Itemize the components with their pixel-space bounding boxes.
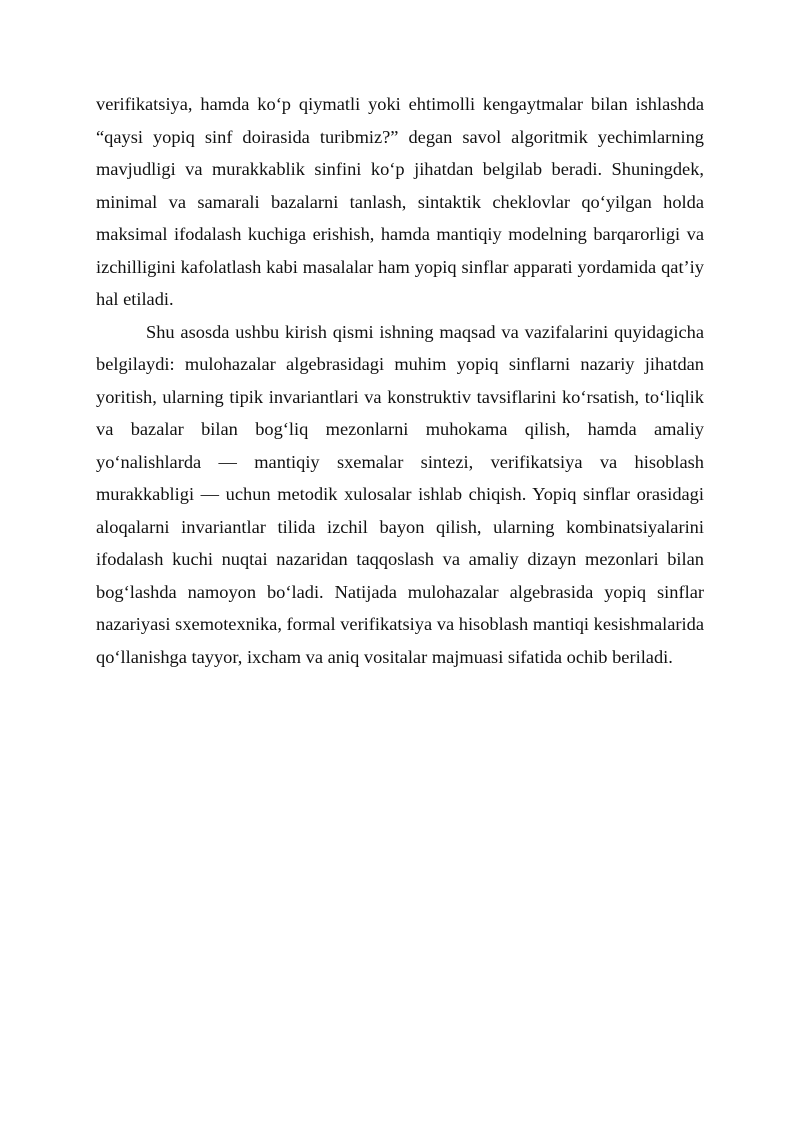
paragraph: Shu asosda ushbu kirish qismi ishning maqsad va vazifalarini quyidagicha belgilaydi: mulohazalar algebrasidagi muhim yopiq sinflarni nazariy jihatdan yoritish, ularning tipik invariantlari va konstruktiv tavsiflarini ko‘rsatish, to‘liqlik va bazalar bilan bog‘liq mezonlarni muhokama qilish, hamda amaliy yo‘nalishlarda — mantiqiy sxemalar sintezi, verifikatsiya va hisoblash murakkabligi — uchun metodik xulosalar ishlab chiqish. Yopiq sinflar orasidagi aloqalarni invariantlar tilida izchil bayon qilish, ularning kombinatsiyalarini ifodalash kuchi nuqtai nazaridan taqqoslash va amaliy dizayn mezonlari bilan bog‘lashda namoyon bo‘ladi. Natijada mulohazalar algebrasida yopiq sinflar nazariyasi sxemotexnika, formal verifikatsiya va hisoblash mantiqi kesishmalarida qo‘llanishga tayyor, ixcham va aniq vositalar majmuasi sifatida ochib beriladi.	[96, 321, 704, 667]
paragraph: verifikatsiya, hamda ko‘p qiymatli yoki ehtimolli kengaytmalar bilan ishlashda “qaysi yopiq sinf doirasida turibmiz?” degan savol algoritmik yechimlarning mavjudligi va murakkablik sinfini ko‘p jihatdan belgilab beradi. Shuningdek, minimal va samarali bazalarni tanlash, sintaktik cheklovlar qo‘yilgan holda maksimal ifodalash kuchiga erishish, hamda mantiqiy modelning barqarorligi va izchilligini kafolatlash kabi masalalar ham yopiq sinflar apparati yordamida qat’iy hal etiladi.	[96, 94, 704, 309]
body-text	[96, 88, 704, 673]
